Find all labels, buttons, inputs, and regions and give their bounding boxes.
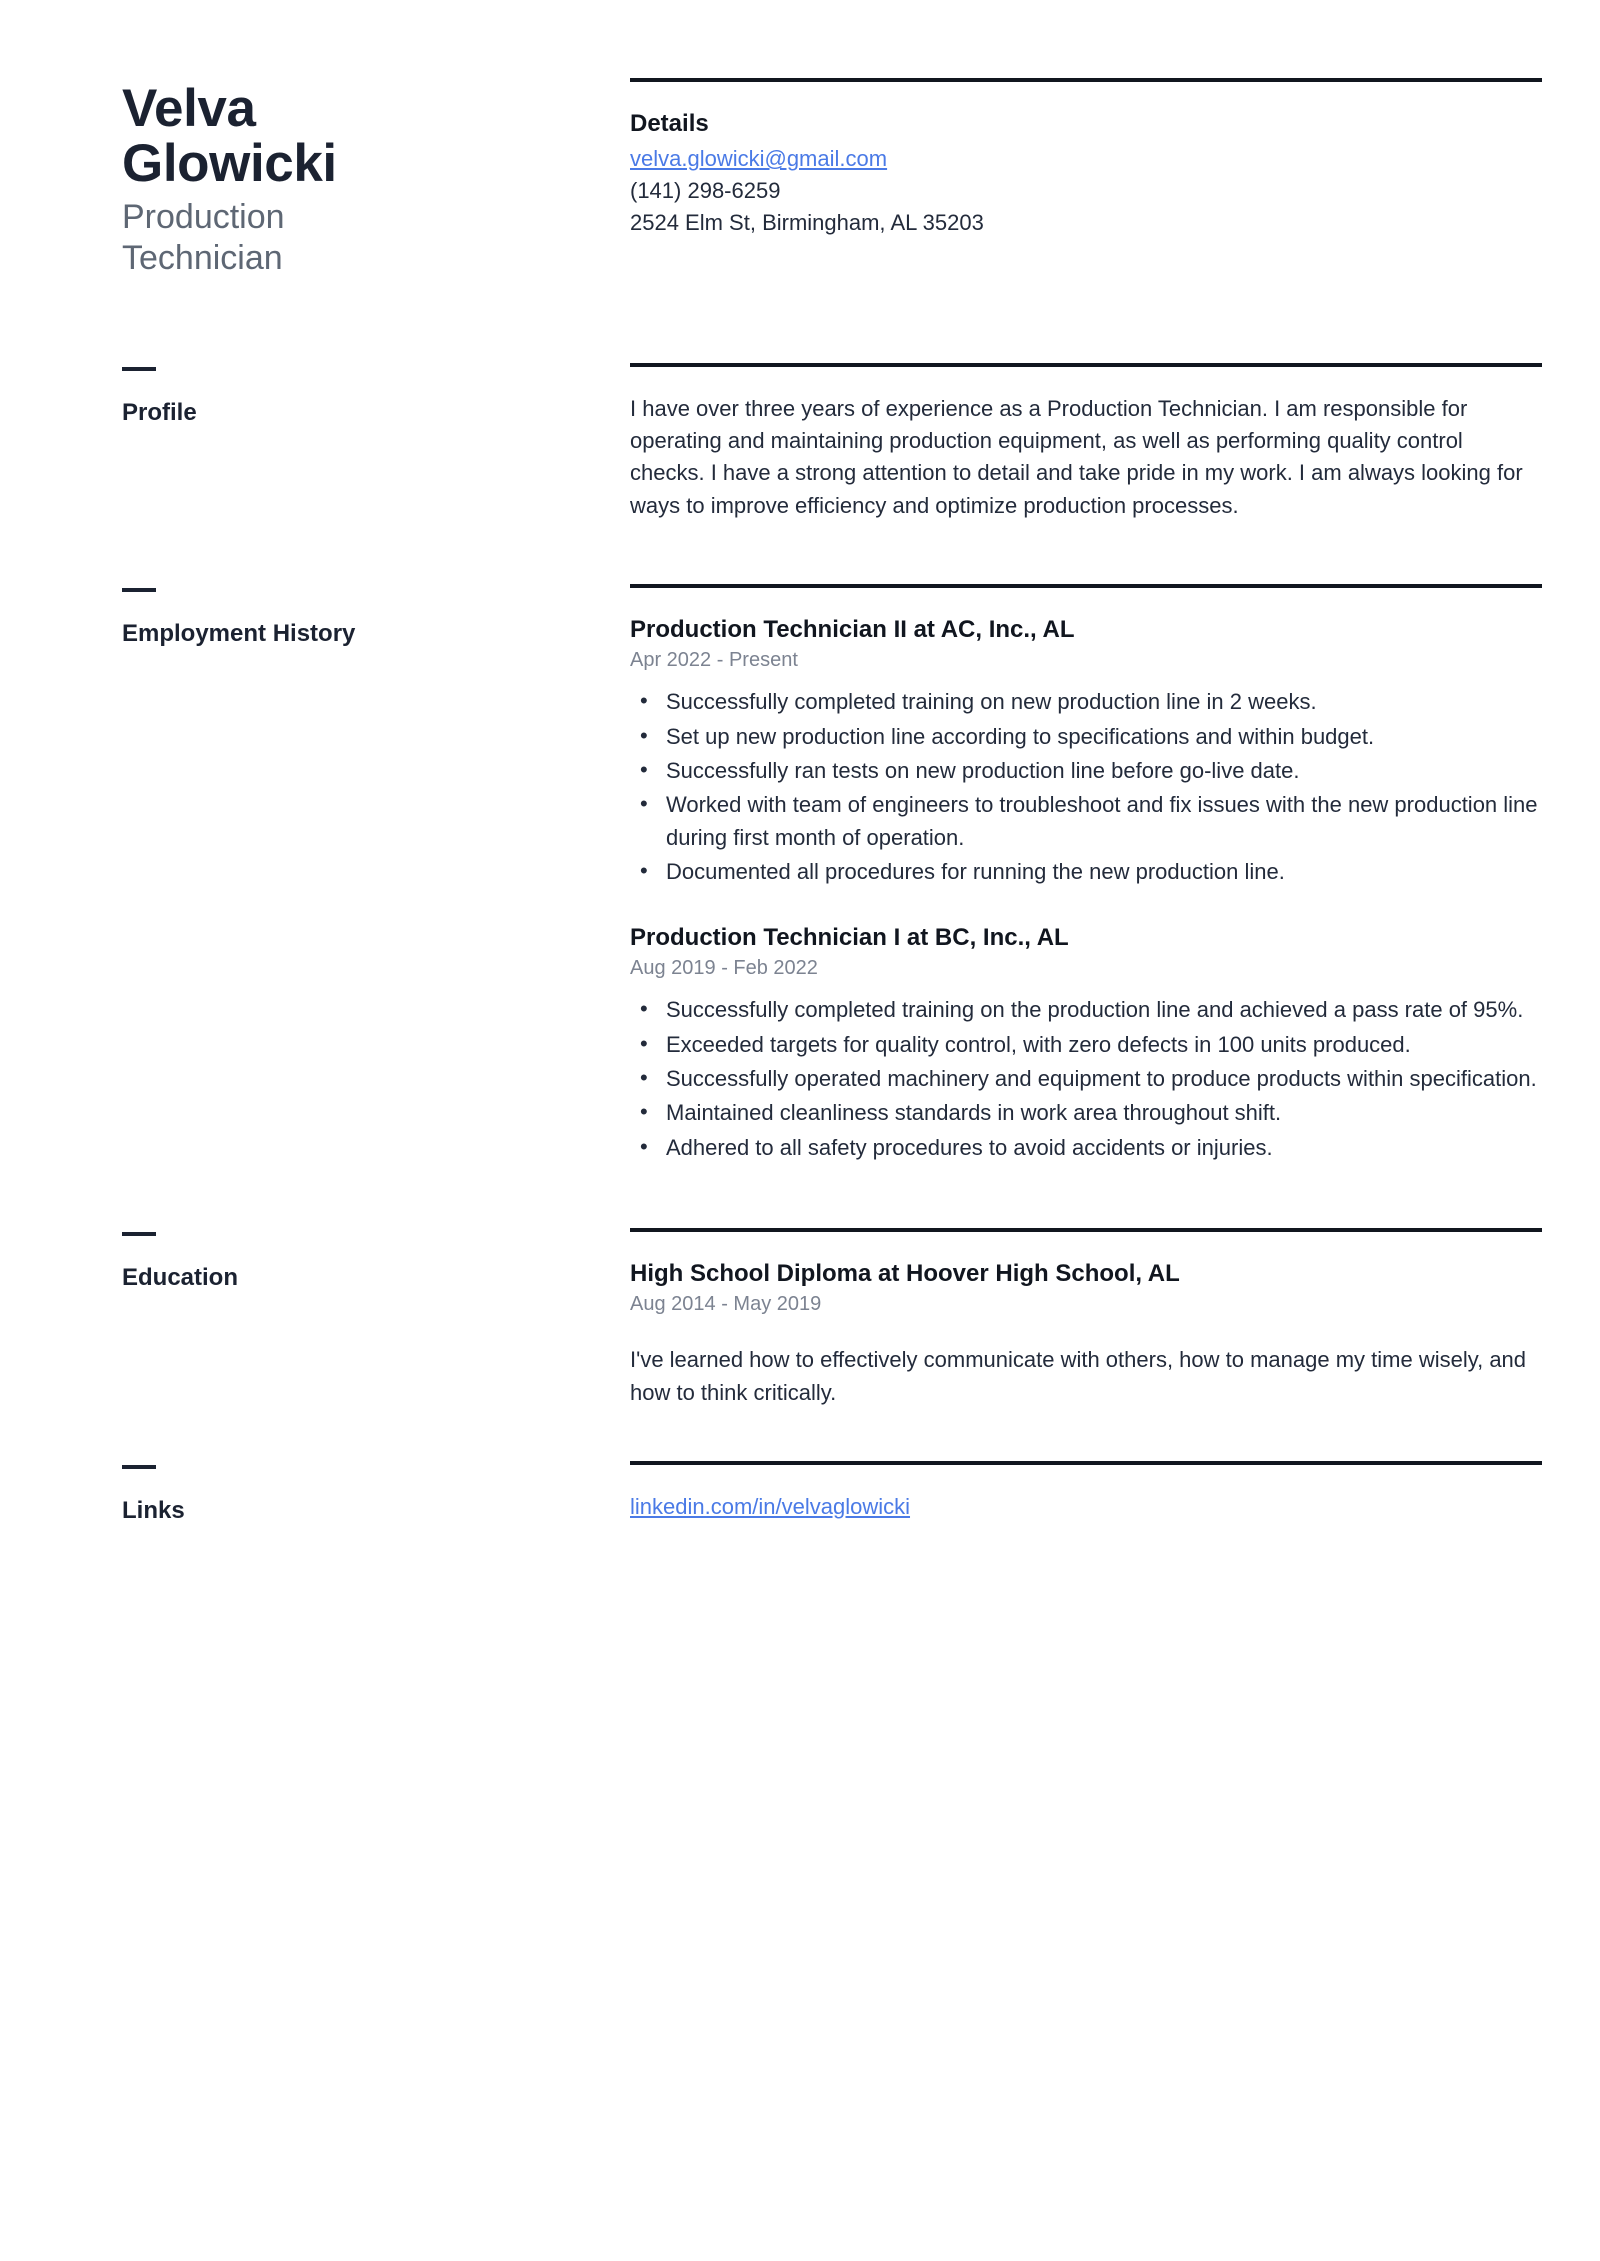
spacer — [122, 1409, 1520, 1461]
education-content — [630, 1228, 1542, 1409]
list-item: • Adhered to all safety procedures to avoid accidents or injuries. — [666, 1132, 1542, 1164]
phone-line: (141) 298-6259 — [630, 178, 781, 204]
employment-content — [630, 584, 1542, 1166]
list-item: • Documented all procedures for running the new production line. — [666, 856, 1542, 888]
sidebar-label-links: Links — [122, 1496, 185, 1524]
linkedin-link[interactable]: linkedin.com/in/velvaglowicki — [630, 1493, 911, 1519]
list-item: • Exceeded targets for quality control, with zero defects in 100 units produced. — [666, 1029, 1542, 1061]
employment-section — [122, 584, 1538, 1166]
email-link[interactable]: velva.glowicki@gmail.com — [630, 146, 888, 172]
education-entry — [630, 1258, 1542, 1409]
links-sidebar — [122, 1461, 630, 1526]
details-block — [630, 78, 1542, 279]
education-entry-date: Aug 2014 - May 2019 — [630, 1293, 822, 1316]
header-section — [122, 78, 1520, 279]
education-section — [122, 1228, 1527, 1409]
education-sidebar — [122, 1228, 630, 1409]
employment-sidebar — [122, 584, 630, 1166]
list-item: • Worked with team of engineers to troubleshoot and fix issues with the new production line during first month of operation. — [666, 789, 1542, 854]
address-line: 2524 Elm St, Birmingham, AL 35203 — [630, 209, 984, 235]
sidebar-label-employment: Employment History — [122, 620, 356, 648]
spacer — [122, 522, 1520, 584]
list-item: • Successfully completed training on the production line and achieved a pass rate of 95%. — [666, 994, 1542, 1026]
section-dash-icon — [122, 1232, 156, 1236]
profile-section — [122, 363, 1523, 522]
section-divider-links — [630, 1461, 1542, 1465]
link-row — [630, 1491, 1542, 1523]
section-divider-employment — [630, 584, 1542, 588]
section-dash-icon — [122, 1465, 156, 1469]
employment-entry-bullets — [630, 686, 1542, 888]
education-entry-description: I've learned how to effectively communicate with others, how to manage my time wisely, and how to think critically. — [630, 1347, 1527, 1405]
list-item: • Successfully operated machinery and equipment to produce products within specification. — [666, 1063, 1542, 1095]
links-content — [630, 1461, 1542, 1526]
education-entry-title: High School Diploma at Hoover High School, AL — [630, 1260, 1180, 1288]
sidebar-label-profile: Profile — [122, 398, 197, 426]
spacer — [122, 279, 1520, 363]
profile-sidebar — [122, 363, 630, 522]
section-divider-profile — [630, 363, 1542, 367]
section-divider-details — [630, 78, 1542, 82]
last-name: Glowicki — [122, 133, 337, 193]
section-divider-education — [630, 1228, 1542, 1232]
employment-entry-title: Production Technician II at AC, Inc., AL — [630, 616, 1075, 644]
details-heading: Details — [630, 110, 709, 137]
name-block — [122, 78, 630, 279]
employment-entry-date: Apr 2022 - Present — [630, 649, 798, 672]
employment-entry-title: Production Technician I at BC, Inc., AL — [630, 924, 1069, 952]
profile-content — [630, 363, 1542, 522]
section-dash-icon — [122, 588, 156, 592]
list-item: • Successfully ran tests on new production line before go-live date. — [666, 755, 1542, 787]
list-item: • Successfully completed training on new production line in 2 weeks. — [666, 686, 1542, 718]
list-item: • Set up new production line according to specifications and within budget. — [666, 721, 1542, 753]
section-dash-icon — [122, 367, 156, 371]
profile-text: I have over three years of experience as a Production Technician. I am responsible for operating and maintaining production equipment, as well as performing quality control checks. I have a strong attention to detail and take pride in my work. I am always looking for ways to improve efficiency and optimize production processes. — [630, 395, 1523, 518]
spacer — [122, 1166, 1520, 1228]
email-line — [630, 143, 1542, 175]
sidebar-label-education: Education — [122, 1264, 239, 1292]
employment-entry — [630, 922, 1542, 1164]
links-section — [122, 1461, 1520, 1526]
job-title: Production Technician — [122, 198, 285, 277]
employment-entry-date: Aug 2019 - Feb 2022 — [630, 957, 818, 980]
employment-entry-bullets — [630, 994, 1542, 1164]
employment-entry — [630, 614, 1542, 888]
first-name: Velva — [122, 79, 256, 138]
list-item: • Maintained cleanliness standards in work area throughout shift. — [666, 1097, 1542, 1129]
page-title — [122, 79, 412, 193]
